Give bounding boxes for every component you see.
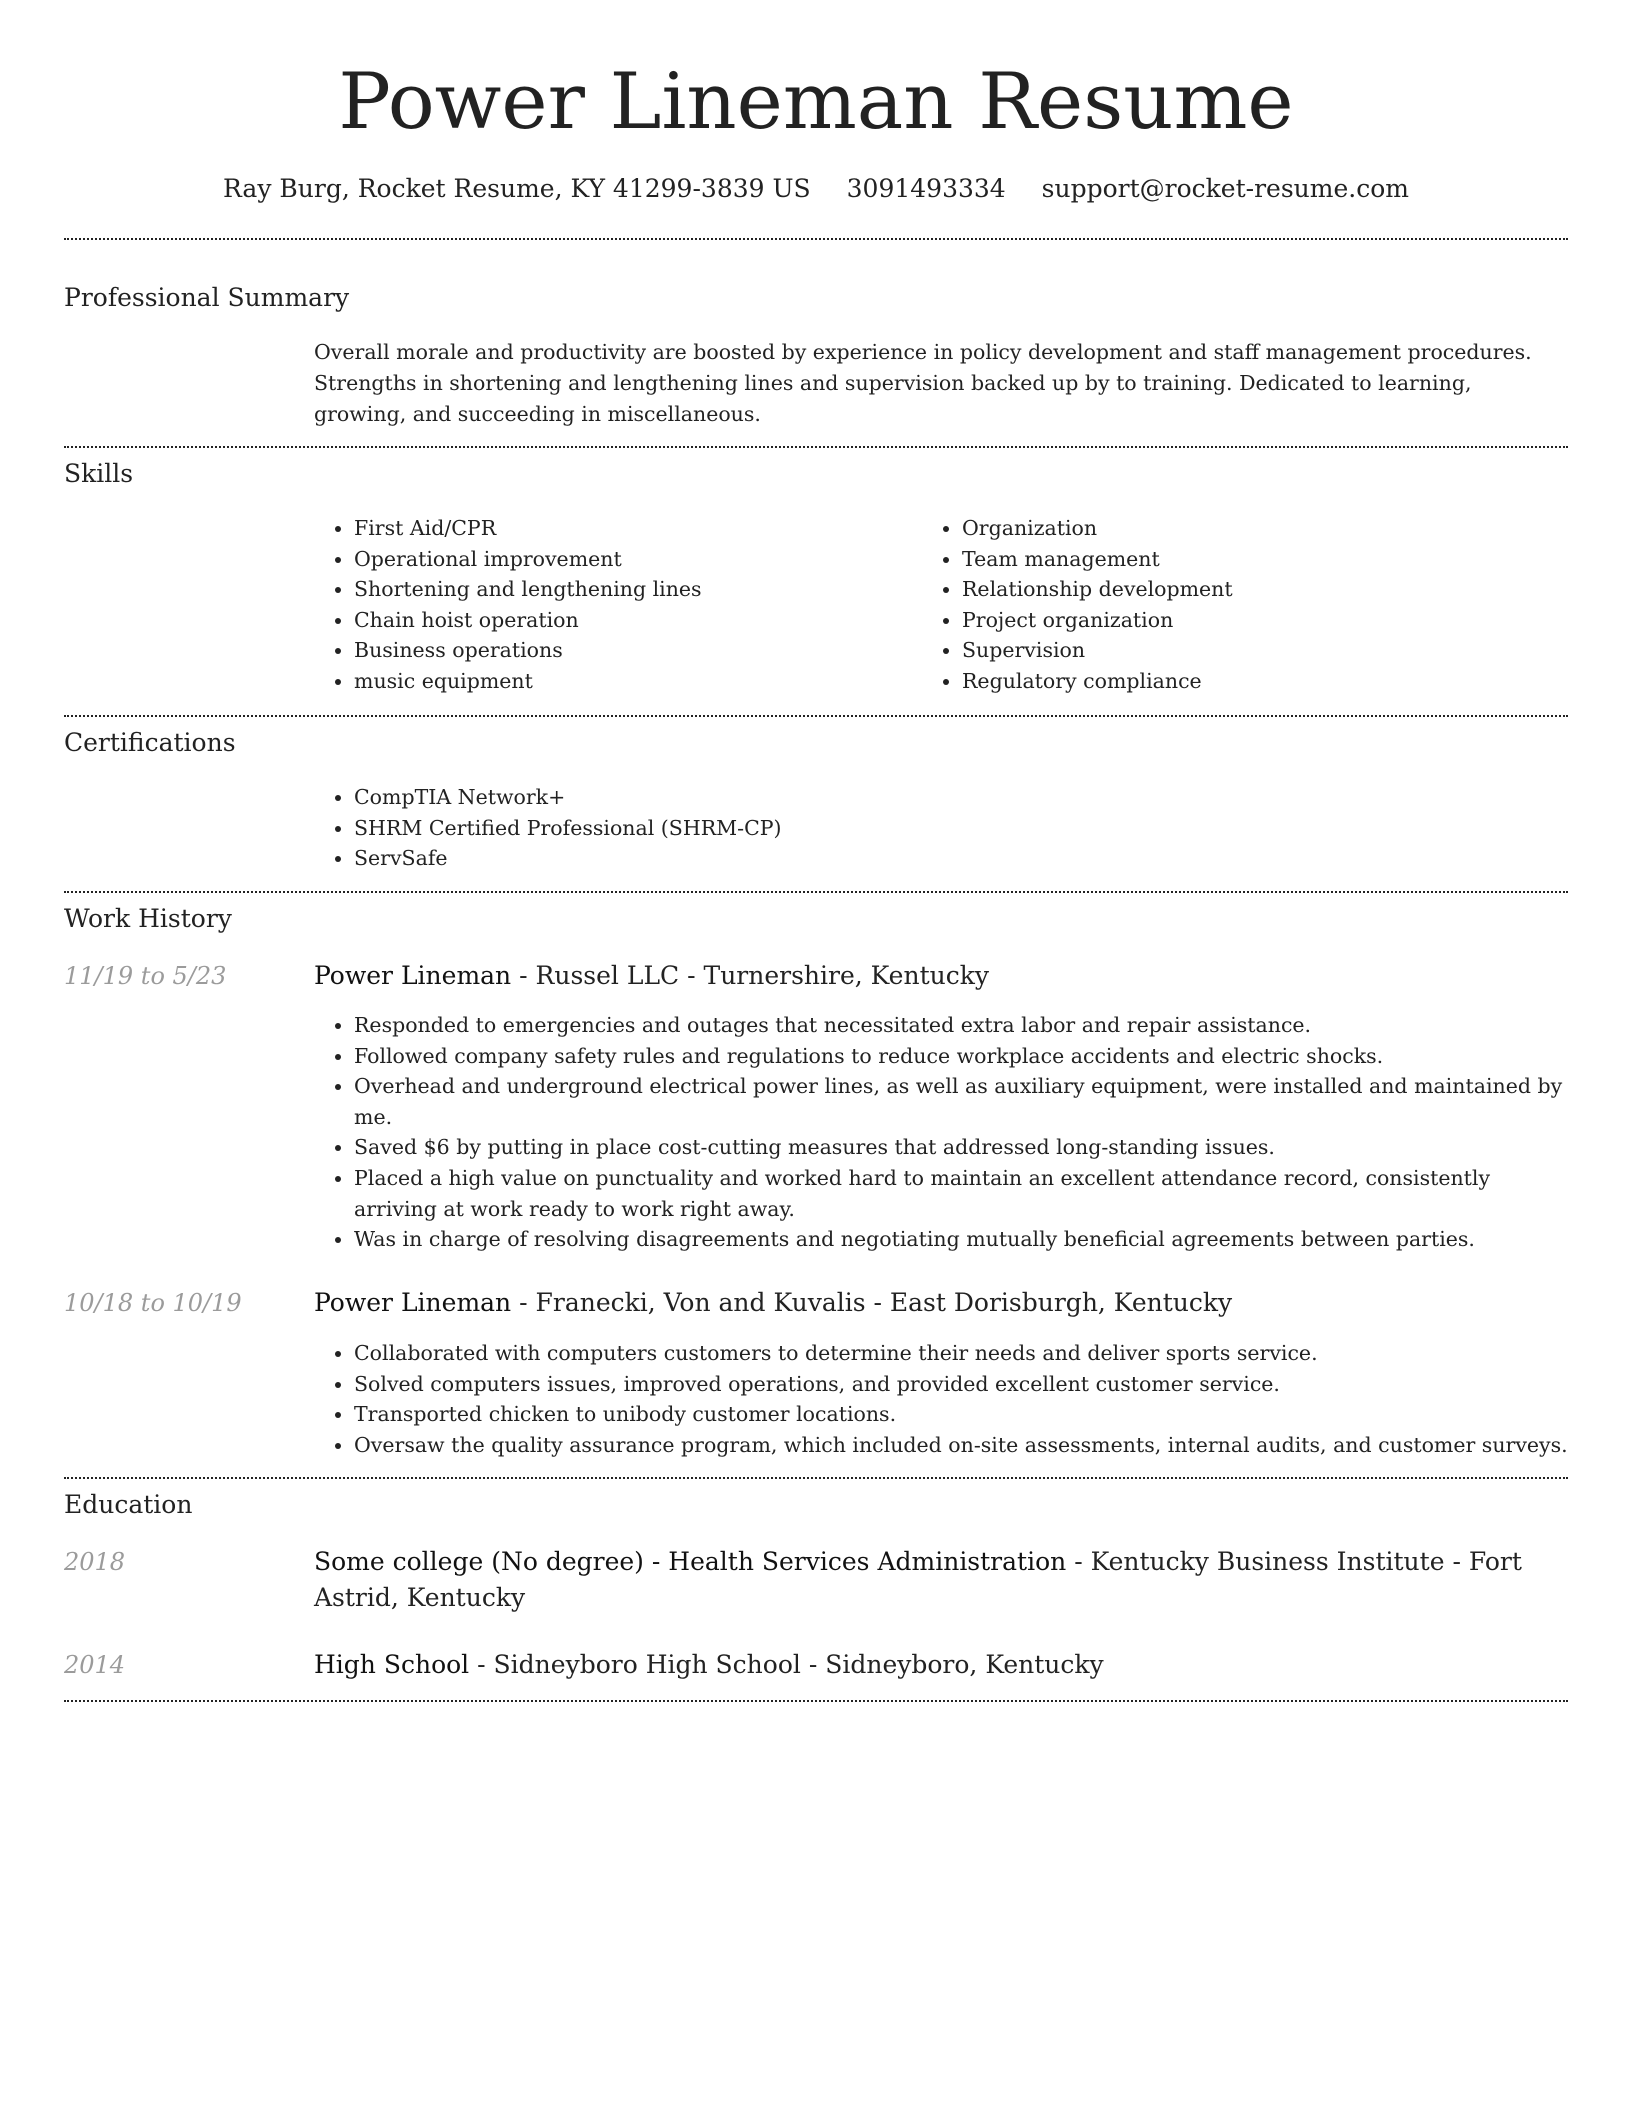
divider (64, 715, 1568, 717)
separator: - (519, 961, 536, 990)
divider (64, 446, 1568, 448)
divider (64, 238, 1568, 240)
separator: - (519, 1288, 536, 1317)
education-school: Kentucky Business Institute (1090, 1547, 1445, 1576)
education-entry (314, 1647, 1564, 1683)
job-bullet: • Followed company safety rules and regulations to reduce workplace accidents and electric shocks. (354, 1041, 1574, 1072)
separator: - (1452, 1547, 1469, 1576)
skills-list-left (310, 513, 914, 697)
separator: - (687, 961, 704, 990)
job-bullet: • Oversaw the quality assurance program, which included on-site assessments, internal audits, and customer surveys. (354, 1430, 1584, 1461)
divider (64, 1700, 1568, 1702)
job-bullets (310, 1010, 1574, 1255)
education-field: Health Services Administration (668, 1547, 1067, 1576)
education-location: Fort Astrid, Kentucky (314, 1547, 1522, 1612)
contact-phone: 3091493334 (846, 174, 1006, 203)
job-company: Russel LLC (535, 961, 680, 990)
separator: - (1074, 1547, 1091, 1576)
certifications-heading: Certifications (64, 728, 236, 757)
skill-item: • Operational improvement (354, 544, 914, 575)
certification-item: • ServSafe (354, 843, 1554, 874)
job-bullet: • Solved computers issues, improved operations, and provided excellent customer service. (354, 1369, 1584, 1400)
certification-item: • SHRM Certified Professional (SHRM-CP) (354, 813, 1554, 844)
job-bullet: • Saved $6 by putting in place cost-cutting measures that addressed long-standing issues. (354, 1132, 1574, 1163)
job-location: Turnershire, Kentucky (703, 961, 989, 990)
separator: - (477, 1650, 494, 1679)
skill-item: • Regulatory compliance (962, 666, 1562, 697)
skill-item: • Business operations (354, 635, 914, 666)
job-title: Power Lineman (314, 1288, 512, 1317)
job-bullet: • Overhead and underground electrical power lines, as well as auxiliary equipment, were installed and maintained by me. (354, 1071, 1574, 1132)
skill-item: • Chain hoist operation (354, 605, 914, 636)
education-year: 2014 (64, 1651, 126, 1679)
summary-heading: Professional Summary (64, 283, 350, 312)
certifications-list (310, 782, 1554, 874)
contact-email: support@rocket-resume.com (1041, 174, 1409, 203)
separator: - (808, 1650, 826, 1679)
work-heading: Work History (64, 904, 232, 933)
job-bullet: • Transported chicken to unibody customer locations. (354, 1399, 1584, 1430)
skills-heading: Skills (64, 459, 134, 488)
skill-item: • Team management (962, 544, 1562, 575)
job-bullet: • Was in charge of resolving disagreements and negotiating mutually beneficial agreements between parties. (354, 1224, 1574, 1255)
skill-item: • First Aid/CPR (354, 513, 914, 544)
job-company: Franecki, Von and Kuvalis (535, 1288, 866, 1317)
education-location: Sidneyboro, Kentucky (825, 1650, 1104, 1679)
resume-title: Power Lineman Resume (338, 57, 1294, 147)
summary-text: Overall morale and productivity are boosted by experience in policy development and staff management procedures. Strengths in shortening and lengthening lines and supervision backed up by to training. Dedicated to learning, growing, and succeeding in miscellaneous. (314, 340, 1532, 426)
separator: - (651, 1547, 669, 1576)
job-header (314, 958, 1564, 994)
contact-address: Ray Burg, Rocket Resume, KY 41299-3839 US (223, 174, 811, 203)
job-bullet: • Collaborated with computers customers to determine their needs and deliver sports service. (354, 1338, 1584, 1369)
job-bullets (310, 1338, 1584, 1460)
job-dates: 10/18 to 10/19 (64, 1289, 242, 1317)
separator: - (873, 1288, 890, 1317)
job-bullet: • Responded to emergencies and outages that necessitated extra labor and repair assistance. (354, 1010, 1574, 1041)
divider (64, 1477, 1568, 1479)
contact-line (0, 169, 1632, 209)
education-school: Sidneyboro High School (493, 1650, 801, 1679)
job-bullet: • Placed a high value on punctuality and worked hard to maintain an excellent attendance record, consistently arriving at work ready to work right away. (354, 1163, 1574, 1224)
skill-item: • Shortening and lengthening lines (354, 574, 914, 605)
skill-item: • Project organization (962, 605, 1562, 636)
education-degree: High School (314, 1650, 470, 1679)
education-year: 2018 (64, 1548, 126, 1576)
job-header (314, 1285, 1564, 1321)
divider (64, 891, 1568, 893)
skill-item: • Supervision (962, 635, 1562, 666)
skill-item: • Relationship development (962, 574, 1562, 605)
job-dates: 11/19 to 5/23 (64, 962, 227, 990)
education-heading: Education (64, 1490, 193, 1519)
skill-item: • music equipment (354, 666, 914, 697)
certification-item: • CompTIA Network+ (354, 782, 1554, 813)
job-title: Power Lineman (314, 961, 512, 990)
education-degree: Some college (No degree) (314, 1547, 644, 1576)
education-entry (314, 1544, 1564, 1616)
skills-list-right (918, 513, 1562, 697)
job-location: East Dorisburgh, Kentucky (889, 1288, 1233, 1317)
skill-item: • Organization (962, 513, 1562, 544)
